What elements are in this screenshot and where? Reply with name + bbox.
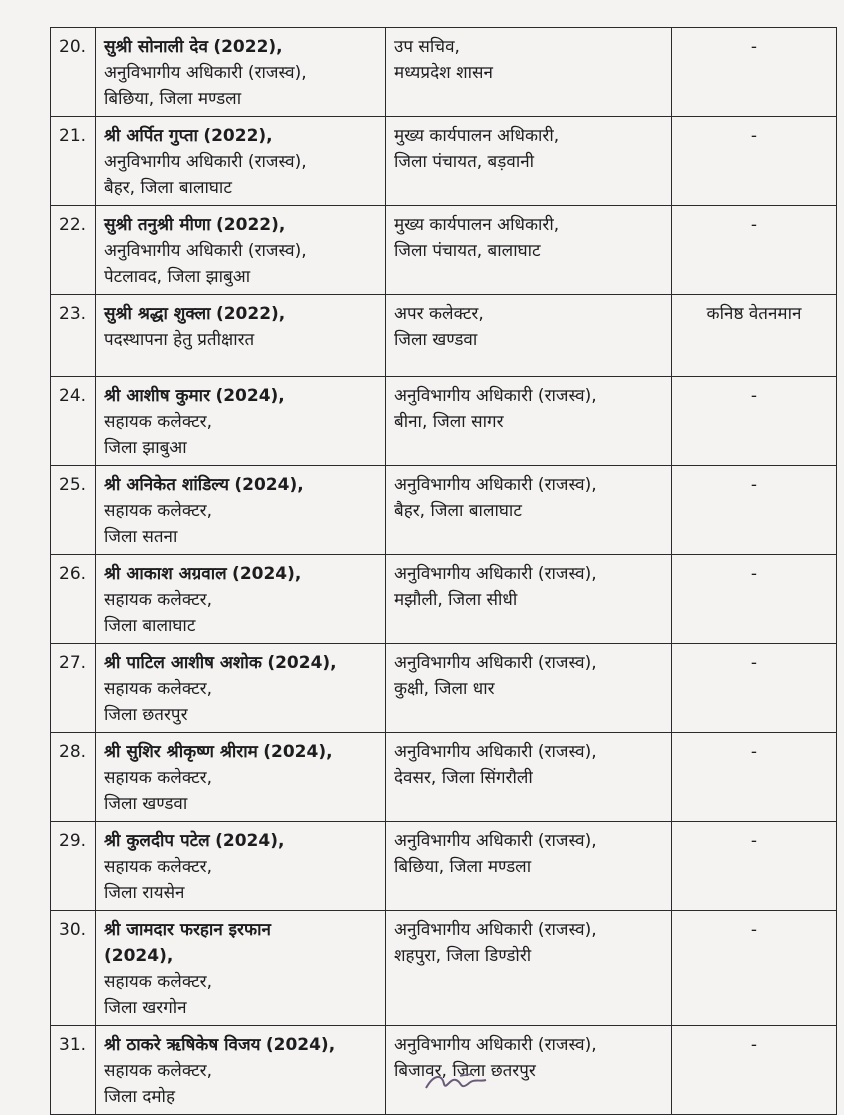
new-posting-line: अनुविभागीय अधिकारी (राजस्व),	[394, 475, 597, 495]
serial-number: 29.	[51, 822, 96, 911]
officer-cell	[96, 377, 386, 466]
officer-name: श्री जामदार फरहान इरफान	[104, 920, 271, 940]
new-posting-line: कुक्षी, जिला धार	[394, 679, 495, 699]
serial-number: 26.	[51, 555, 96, 644]
current-posting-line: बिछिया, जिला मण्डला	[104, 89, 242, 109]
current-posting-line: जिला खरगोन	[104, 998, 187, 1018]
new-posting-line: अनुविभागीय अधिकारी (राजस्व),	[394, 920, 597, 940]
table-row	[51, 911, 837, 1026]
new-posting-line: अनुविभागीय अधिकारी (राजस्व),	[394, 564, 597, 584]
officer-name: श्री पाटिल आशीष अशोक	[104, 653, 262, 673]
table-row	[51, 822, 837, 911]
serial-number: 21.	[51, 117, 96, 206]
batch-year: (2024),	[263, 742, 333, 762]
new-posting-line: अनुविभागीय अधिकारी (राजस्व),	[394, 386, 597, 406]
current-posting-line: अनुविभागीय अधिकारी (राजस्व),	[104, 63, 307, 83]
pay-scale-cell: -	[672, 377, 837, 466]
pay-scale-cell: -	[672, 911, 837, 1026]
officer-name: श्री अनिकेत शांडिल्य	[104, 475, 229, 495]
current-posting-line: सहायक कलेक्टर,	[104, 590, 213, 610]
new-posting-cell	[386, 377, 672, 466]
officer-cell	[96, 206, 386, 295]
serial-number: 25.	[51, 466, 96, 555]
pay-scale-cell: -	[672, 1026, 837, 1115]
batch-year: (2024),	[104, 946, 174, 966]
new-posting-line: अनुविभागीय अधिकारी (राजस्व),	[394, 831, 597, 851]
current-posting-line: जिला सतना	[104, 527, 178, 547]
serial-number: 30.	[51, 911, 96, 1026]
batch-year: (2024),	[215, 831, 285, 851]
batch-year: (2024),	[232, 564, 302, 584]
pay-scale-cell: कनिष्ठ वेतनमान	[672, 295, 837, 377]
table-row	[51, 644, 837, 733]
serial-number: 22.	[51, 206, 96, 295]
officer-name: श्री आशीष कुमार	[104, 386, 211, 406]
new-posting-cell	[386, 117, 672, 206]
new-posting-cell	[386, 555, 672, 644]
officer-name: श्री कुलदीप पटेल	[104, 831, 210, 851]
new-posting-cell	[386, 733, 672, 822]
table-row	[51, 555, 837, 644]
officer-name: श्री सुशिर श्रीकृष्ण श्रीराम	[104, 742, 258, 762]
new-posting-line: जिला खण्डवा	[394, 330, 478, 350]
officer-cell	[96, 644, 386, 733]
table-row	[51, 295, 837, 377]
new-posting-line: अनुविभागीय अधिकारी (राजस्व),	[394, 1035, 597, 1055]
current-posting-line: सहायक कलेक्टर,	[104, 972, 213, 992]
current-posting-line: जिला झाबुआ	[104, 438, 187, 458]
serial-number: 20.	[51, 28, 96, 117]
new-posting-line: जिला पंचायत, बालाघाट	[394, 241, 541, 261]
current-posting-line: बैहर, जिला बालाघाट	[104, 178, 232, 198]
current-posting-line: सहायक कलेक्टर,	[104, 1061, 213, 1081]
current-posting-line: जिला दमोह	[104, 1087, 175, 1107]
officer-cell	[96, 117, 386, 206]
officer-cell	[96, 295, 386, 377]
pay-scale-cell: -	[672, 466, 837, 555]
new-posting-line: बिजावर, जिला छतरपुर	[394, 1061, 536, 1081]
new-posting-line: जिला पंचायत, बड़वानी	[394, 152, 535, 172]
officer-name: सुश्री तनुश्री मीणा	[104, 215, 211, 235]
officer-cell	[96, 28, 386, 117]
table-row	[51, 377, 837, 466]
table-row	[51, 28, 837, 117]
officer-cell	[96, 1026, 386, 1115]
serial-number: 28.	[51, 733, 96, 822]
new-posting-cell	[386, 644, 672, 733]
officer-name: सुश्री सोनाली देव	[104, 37, 208, 57]
current-posting-line: जिला खण्डवा	[104, 794, 188, 814]
new-posting-line: शहपुरा, जिला डिण्डोरी	[394, 946, 532, 966]
batch-year: (2022),	[216, 215, 286, 235]
new-posting-line: बीना, जिला सागर	[394, 412, 504, 432]
current-posting-line: अनुविभागीय अधिकारी (राजस्व),	[104, 152, 307, 172]
current-posting-line: जिला छतरपुर	[104, 705, 188, 725]
pay-scale-cell: -	[672, 644, 837, 733]
table-row	[51, 733, 837, 822]
officer-name: श्री आकाश अग्रवाल	[104, 564, 227, 584]
new-posting-line: अनुविभागीय अधिकारी (राजस्व),	[394, 742, 597, 762]
current-posting-line: अनुविभागीय अधिकारी (राजस्व),	[104, 241, 307, 261]
current-posting-line: सहायक कलेक्टर,	[104, 857, 213, 877]
table-row	[51, 466, 837, 555]
pay-scale-cell: -	[672, 117, 837, 206]
new-posting-line: बिछिया, जिला मण्डला	[394, 857, 532, 877]
batch-year: (2024),	[267, 653, 337, 673]
table-row	[51, 117, 837, 206]
current-posting-line: जिला बालाघाट	[104, 616, 196, 636]
pay-scale-cell: -	[672, 555, 837, 644]
batch-year: (2024),	[234, 475, 304, 495]
table-row	[51, 206, 837, 295]
new-posting-cell	[386, 822, 672, 911]
new-posting-cell	[386, 295, 672, 377]
new-posting-cell	[386, 466, 672, 555]
current-posting-line: सहायक कलेक्टर,	[104, 412, 213, 432]
pay-scale-cell: -	[672, 28, 837, 117]
new-posting-line: मुख्य कार्यपालन अधिकारी,	[394, 215, 560, 235]
pay-scale-cell: -	[672, 733, 837, 822]
pay-scale-cell: -	[672, 206, 837, 295]
current-posting-line: जिला रायसेन	[104, 883, 185, 903]
current-posting-line: सहायक कलेक्टर,	[104, 501, 213, 521]
new-posting-line: अनुविभागीय अधिकारी (राजस्व),	[394, 653, 597, 673]
officer-name: श्री अर्पित गुप्ता	[104, 126, 198, 146]
new-posting-line: मझौली, जिला सीधी	[394, 590, 518, 610]
new-posting-cell	[386, 206, 672, 295]
new-posting-line: देवसर, जिला सिंगरौली	[394, 768, 533, 788]
batch-year: (2024),	[265, 1035, 336, 1055]
current-posting-line: सहायक कलेक्टर,	[104, 679, 213, 699]
signature-mark	[420, 1068, 500, 1092]
serial-number: 27.	[51, 644, 96, 733]
batch-year: (2022),	[203, 126, 273, 146]
serial-number: 31.	[51, 1026, 96, 1115]
posting-orders-table	[50, 27, 837, 1115]
new-posting-line: मुख्य कार्यपालन अधिकारी,	[394, 126, 560, 146]
serial-number: 23.	[51, 295, 96, 377]
pay-scale-cell: -	[672, 822, 837, 911]
new-posting-line: अपर कलेक्टर,	[394, 304, 484, 324]
new-posting-line: उप सचिव,	[394, 37, 460, 57]
batch-year: (2022),	[213, 37, 283, 57]
current-posting-line: पेटलावद, जिला झाबुआ	[104, 267, 251, 287]
current-posting-line: सहायक कलेक्टर,	[104, 768, 213, 788]
new-posting-cell	[386, 28, 672, 117]
officer-cell	[96, 911, 386, 1026]
officer-cell	[96, 466, 386, 555]
officer-cell	[96, 822, 386, 911]
new-posting-cell	[386, 911, 672, 1026]
officer-name: श्री ठाकरे ऋषिकेष विजय	[104, 1035, 261, 1055]
officer-name: सुश्री श्रद्धा शुक्ला	[104, 304, 211, 324]
batch-year: (2022),	[215, 304, 286, 324]
new-posting-line: बैहर, जिला बालाघाट	[394, 501, 522, 521]
batch-year: (2024),	[215, 386, 285, 406]
officer-cell	[96, 733, 386, 822]
current-posting-line: पदस्थापना हेतु प्रतीक्षारत	[104, 330, 255, 350]
officer-cell	[96, 555, 386, 644]
serial-number: 24.	[51, 377, 96, 466]
new-posting-line: मध्यप्रदेश शासन	[394, 63, 493, 83]
